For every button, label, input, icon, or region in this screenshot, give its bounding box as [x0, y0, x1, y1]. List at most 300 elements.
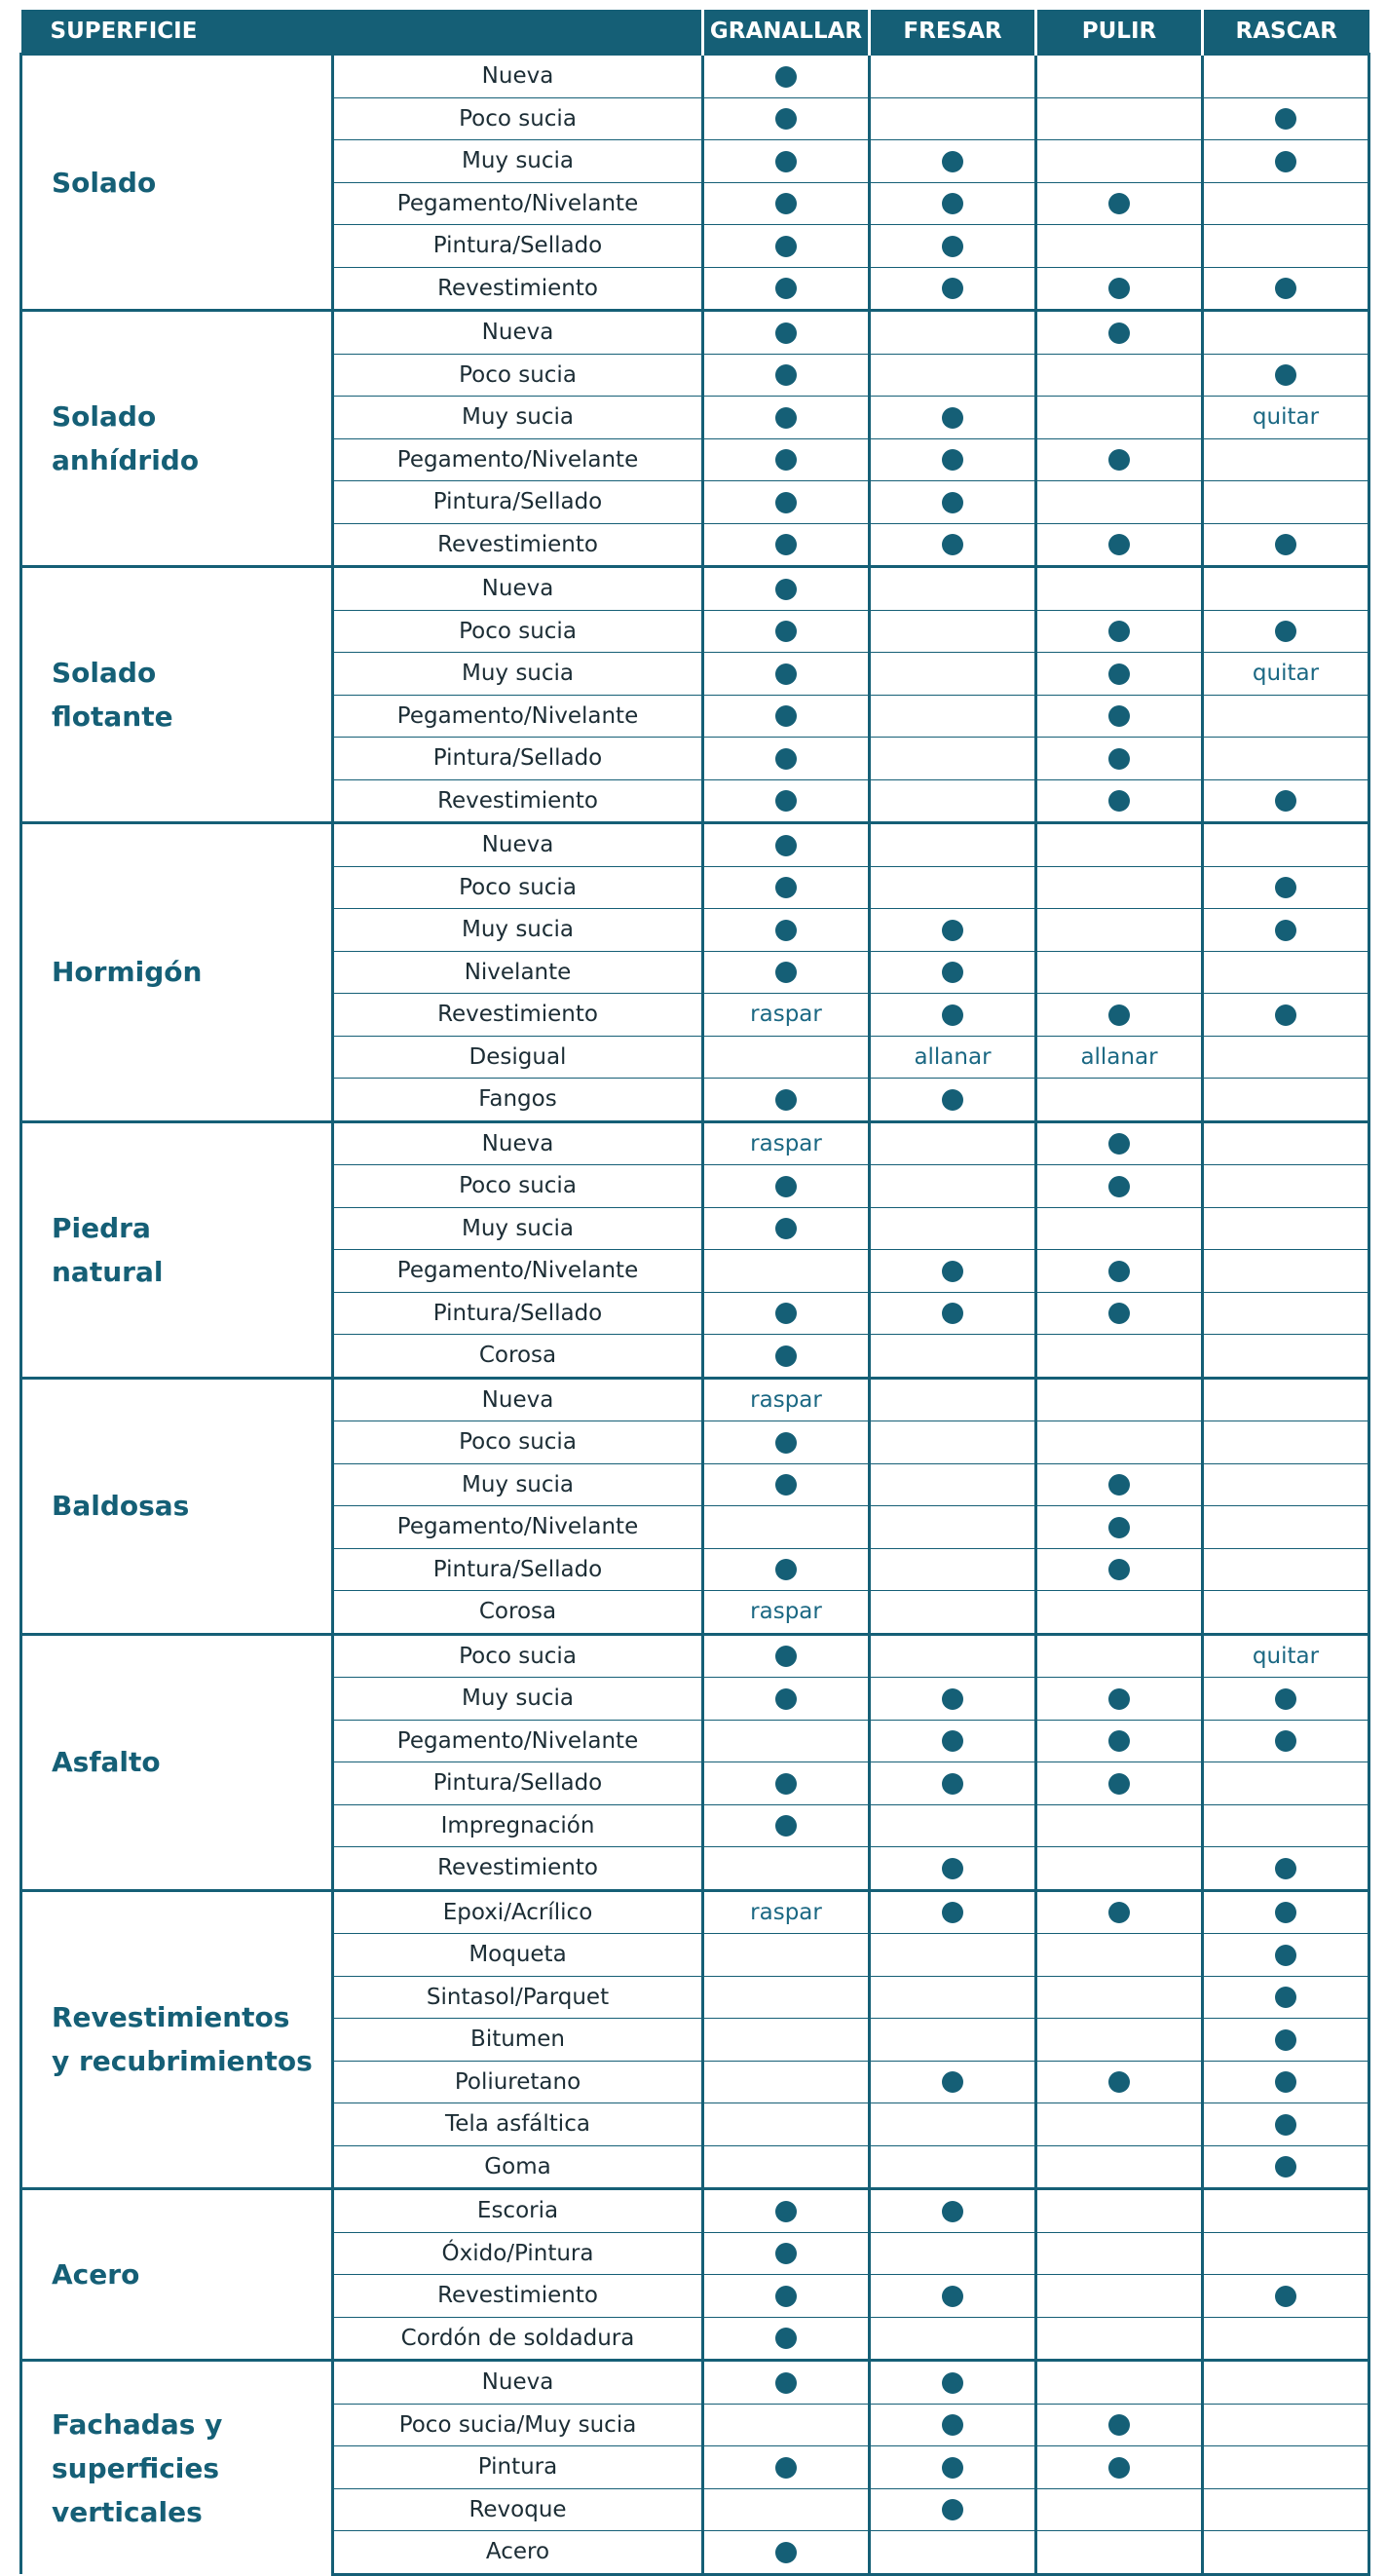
- condition-label: Acero: [333, 2531, 703, 2575]
- method-cell: [870, 267, 1036, 311]
- method-cell: [1203, 567, 1369, 611]
- applicable-dot-icon: [775, 1303, 797, 1324]
- method-cell: [1203, 2189, 1369, 2233]
- header-surface: SUPERFICIE: [21, 10, 333, 55]
- surface-group-label: Solado: [52, 166, 157, 199]
- applicable-dot-icon: [775, 835, 797, 856]
- applicable-dot-icon: [1275, 621, 1296, 642]
- applicable-dot-icon: [775, 1559, 797, 1580]
- method-cell: [703, 311, 870, 355]
- method-cell: [703, 354, 870, 397]
- applicable-dot-icon: [775, 1176, 797, 1197]
- method-cell: [870, 1121, 1036, 1165]
- condition-label: Epoxi/Acrílico: [333, 1890, 703, 1934]
- method-cell: [1203, 1207, 1369, 1250]
- method-cell: [1203, 1934, 1369, 1977]
- method-cell: [703, 2061, 870, 2103]
- condition-label: Pintura: [333, 2446, 703, 2489]
- method-cell: [1036, 909, 1203, 952]
- method-cell: [870, 523, 1036, 567]
- condition-label: Poco sucia: [333, 866, 703, 909]
- applicable-dot-icon: [775, 449, 797, 471]
- condition-label: Poco sucia: [333, 97, 703, 140]
- surface-group-label: Acero: [52, 2258, 140, 2291]
- surface-group-cell: [21, 823, 333, 1122]
- method-cell: [870, 951, 1036, 994]
- method-cell: [870, 738, 1036, 780]
- method-cell: [870, 1634, 1036, 1678]
- method-cell: [870, 1165, 1036, 1208]
- method-cell: [870, 2232, 1036, 2275]
- method-cell: [1203, 1421, 1369, 1464]
- method-cell: [1036, 1121, 1203, 1165]
- applicable-dot-icon: [1108, 1902, 1130, 1923]
- method-cell: [1036, 994, 1203, 1037]
- condition-label: Escoria: [333, 2189, 703, 2233]
- applicable-dot-icon: [775, 534, 797, 555]
- surface-group-label: Revestimientos y recubrimientos: [52, 2001, 313, 2078]
- condition-label: Muy sucia: [333, 1207, 703, 1250]
- applicable-dot-icon: [775, 1432, 797, 1454]
- applicable-dot-icon: [942, 449, 963, 471]
- method-cell: [870, 2488, 1036, 2531]
- applicable-dot-icon: [1108, 1303, 1130, 1324]
- condition-label: Revestimiento: [333, 1847, 703, 1891]
- method-cell: [870, 1463, 1036, 1506]
- method-cell: [870, 1804, 1036, 1847]
- method-cell: [1203, 438, 1369, 481]
- method-cell: [1036, 1890, 1203, 1934]
- method-cell: [1036, 567, 1203, 611]
- condition-label: Poco sucia: [333, 354, 703, 397]
- condition-label: Nueva: [333, 1378, 703, 1421]
- method-cell: [1036, 823, 1203, 867]
- method-cell: [1036, 2019, 1203, 2062]
- method-cell: [1203, 695, 1369, 738]
- method-cell: [1203, 1463, 1369, 1506]
- method-note: quitar: [1252, 404, 1320, 431]
- surface-group-cell: [21, 1378, 333, 1634]
- method-note: quitar: [1252, 1643, 1320, 1669]
- condition-label: Poliuretano: [333, 2061, 703, 2103]
- applicable-dot-icon: [942, 151, 963, 172]
- surface-group-label: Asfalto: [52, 1746, 161, 1778]
- method-cell: [1203, 481, 1369, 524]
- applicable-dot-icon: [775, 621, 797, 642]
- method-cell: [1036, 779, 1203, 823]
- table-row: [21, 55, 1369, 98]
- header-method-fresar: FRESAR: [870, 10, 1036, 55]
- method-cell: [1203, 2488, 1369, 2531]
- method-cell: [870, 779, 1036, 823]
- applicable-dot-icon: [942, 920, 963, 941]
- surface-group-cell: [21, 55, 333, 311]
- method-cell: [703, 1207, 870, 1250]
- condition-label: Revestimiento: [333, 779, 703, 823]
- surface-method-table: [19, 10, 1370, 2576]
- method-cell: [870, 2145, 1036, 2189]
- applicable-dot-icon: [775, 877, 797, 898]
- applicable-dot-icon: [1275, 2029, 1296, 2051]
- surface-group-cell: [21, 567, 333, 823]
- applicable-dot-icon: [775, 579, 797, 600]
- method-cell: [870, 1762, 1036, 1805]
- applicable-dot-icon: [775, 193, 797, 214]
- method-cell: [870, 2275, 1036, 2318]
- condition-label: Cordón de soldadura: [333, 2317, 703, 2361]
- applicable-dot-icon: [1108, 1517, 1130, 1538]
- condition-label: Poco sucia/Muy sucia: [333, 2404, 703, 2446]
- surface-group-label: Solado anhídrido: [52, 400, 200, 476]
- method-cell: [1203, 1762, 1369, 1805]
- applicable-dot-icon: [775, 2542, 797, 2563]
- method-cell: [1203, 2145, 1369, 2189]
- method-cell: [870, 909, 1036, 952]
- condition-label: Pintura/Sellado: [333, 1292, 703, 1335]
- applicable-dot-icon: [775, 1773, 797, 1795]
- applicable-dot-icon: [1108, 790, 1130, 812]
- method-cell: [870, 2446, 1036, 2489]
- method-cell: [703, 2103, 870, 2146]
- condition-label: Nueva: [333, 2361, 703, 2405]
- applicable-dot-icon: [775, 1345, 797, 1367]
- applicable-dot-icon: [942, 2201, 963, 2222]
- method-cell: [870, 1292, 1036, 1335]
- header-method-granallar: GRANALLAR: [703, 10, 870, 55]
- applicable-dot-icon: [942, 1004, 963, 1026]
- method-cell: [1036, 1378, 1203, 1421]
- method-cell: [1203, 1250, 1369, 1293]
- method-cell: [870, 1506, 1036, 1549]
- method-note: raspar: [750, 1386, 822, 1413]
- method-cell: [1203, 1976, 1369, 2019]
- method-cell: [703, 2317, 870, 2361]
- applicable-dot-icon: [1275, 1730, 1296, 1752]
- method-cell: [870, 397, 1036, 439]
- method-cell: [703, 1463, 870, 1506]
- applicable-dot-icon: [775, 322, 797, 344]
- condition-label: Muy sucia: [333, 909, 703, 952]
- surface-group-cell: [21, 1890, 333, 2189]
- method-cell: [1203, 2404, 1369, 2446]
- method-cell: [870, 2361, 1036, 2405]
- method-note: raspar: [750, 1130, 822, 1156]
- method-cell: [1036, 225, 1203, 268]
- applicable-dot-icon: [775, 108, 797, 130]
- method-cell: [703, 1678, 870, 1721]
- method-cell: [703, 2189, 870, 2233]
- method-cell: [870, 610, 1036, 653]
- applicable-dot-icon: [775, 2286, 797, 2307]
- condition-label: Pintura/Sellado: [333, 1548, 703, 1591]
- condition-label: Tela asfáltica: [333, 2103, 703, 2146]
- method-cell: [1036, 1292, 1203, 1335]
- method-cell: [703, 481, 870, 524]
- method-cell: [1036, 1720, 1203, 1762]
- condition-label: Muy sucia: [333, 1463, 703, 1506]
- table-row: [21, 311, 1369, 355]
- applicable-dot-icon: [1108, 2071, 1130, 2093]
- applicable-dot-icon: [942, 534, 963, 555]
- applicable-dot-icon: [942, 1902, 963, 1923]
- method-cell: [1036, 267, 1203, 311]
- method-cell: [703, 1079, 870, 1122]
- method-cell: [1036, 182, 1203, 225]
- applicable-dot-icon: [1275, 2071, 1296, 2093]
- method-cell: [1036, 1976, 1203, 2019]
- applicable-dot-icon: [942, 2372, 963, 2394]
- method-cell: [703, 567, 870, 611]
- applicable-dot-icon: [1275, 1004, 1296, 1026]
- applicable-dot-icon: [1108, 278, 1130, 299]
- applicable-dot-icon: [1108, 534, 1130, 555]
- method-cell: [1203, 267, 1369, 311]
- method-cell: [703, 267, 870, 311]
- condition-label: Óxido/Pintura: [333, 2232, 703, 2275]
- method-cell: [870, 567, 1036, 611]
- condition-label: Fangos: [333, 1079, 703, 1122]
- method-note: raspar: [750, 1002, 822, 1028]
- method-cell: [1203, 1165, 1369, 1208]
- method-cell: [870, 1548, 1036, 1591]
- method-cell: [1203, 2061, 1369, 2103]
- method-cell: [870, 97, 1036, 140]
- method-cell: [703, 438, 870, 481]
- method-cell: [703, 1634, 870, 1678]
- method-cell: [1036, 2145, 1203, 2189]
- table-body: [21, 55, 1369, 2575]
- method-cell: [703, 1335, 870, 1379]
- method-cell: [703, 2446, 870, 2489]
- applicable-dot-icon: [942, 407, 963, 429]
- method-cell: [1036, 1079, 1203, 1122]
- method-cell: [1036, 2061, 1203, 2103]
- method-cell: [1036, 1804, 1203, 1847]
- method-cell: [703, 397, 870, 439]
- method-cell: [1203, 1804, 1369, 1847]
- method-cell: [1203, 1036, 1369, 1079]
- applicable-dot-icon: [775, 1688, 797, 1710]
- method-cell: [1036, 2488, 1203, 2531]
- surface-group-label: Solado flotante: [52, 657, 173, 733]
- applicable-dot-icon: [1275, 534, 1296, 555]
- method-cell: [703, 909, 870, 952]
- table-row: [21, 567, 1369, 611]
- method-cell: [1036, 481, 1203, 524]
- applicable-dot-icon: [1108, 449, 1130, 471]
- method-note: quitar: [1252, 661, 1320, 687]
- applicable-dot-icon: [942, 1261, 963, 1282]
- applicable-dot-icon: [942, 1730, 963, 1752]
- method-cell: [1203, 2317, 1369, 2361]
- condition-label: Impregnación: [333, 1804, 703, 1847]
- applicable-dot-icon: [775, 962, 797, 983]
- method-cell: [1036, 1506, 1203, 1549]
- method-cell: [870, 1250, 1036, 1293]
- applicable-dot-icon: [775, 1815, 797, 1837]
- method-cell: [703, 653, 870, 696]
- method-cell: [870, 1976, 1036, 2019]
- method-cell: [703, 2019, 870, 2062]
- table-header: [21, 10, 1369, 55]
- method-cell: [1036, 1591, 1203, 1635]
- condition-label: Pintura/Sellado: [333, 738, 703, 780]
- condition-label: Revestimiento: [333, 267, 703, 311]
- method-cell: [1203, 1678, 1369, 1721]
- table-row: [21, 1634, 1369, 1678]
- method-cell: [1203, 1079, 1369, 1122]
- applicable-dot-icon: [942, 2071, 963, 2093]
- surface-group-label: Piedra natural: [52, 1211, 164, 1288]
- method-cell: [703, 1036, 870, 1079]
- method-cell: [703, 2145, 870, 2189]
- method-cell: [1036, 2103, 1203, 2146]
- method-cell: [1203, 1121, 1369, 1165]
- condition-label: Sintasol/Parquet: [333, 1976, 703, 2019]
- condition-label: Moqueta: [333, 1934, 703, 1977]
- surface-group-cell: [21, 1121, 333, 1378]
- condition-label: Pegamento/Nivelante: [333, 438, 703, 481]
- method-cell: [870, 481, 1036, 524]
- method-cell: [870, 1847, 1036, 1891]
- applicable-dot-icon: [942, 278, 963, 299]
- condition-label: Poco sucia: [333, 610, 703, 653]
- condition-label: Muy sucia: [333, 653, 703, 696]
- applicable-dot-icon: [1275, 2286, 1296, 2307]
- method-cell: [870, 1421, 1036, 1464]
- method-cell: [870, 695, 1036, 738]
- method-cell: [703, 1890, 870, 1934]
- condition-label: Revestimiento: [333, 994, 703, 1037]
- method-cell: [1203, 866, 1369, 909]
- applicable-dot-icon: [1108, 1688, 1130, 1710]
- condition-label: Desigual: [333, 1036, 703, 1079]
- applicable-dot-icon: [1108, 322, 1130, 344]
- condition-label: Nivelante: [333, 951, 703, 994]
- applicable-dot-icon: [942, 492, 963, 513]
- applicable-dot-icon: [775, 66, 797, 88]
- method-cell: [1203, 1378, 1369, 1421]
- method-cell: [870, 182, 1036, 225]
- applicable-dot-icon: [942, 1089, 963, 1111]
- applicable-dot-icon: [775, 407, 797, 429]
- condition-label: Revestimiento: [333, 523, 703, 567]
- method-cell: [1036, 140, 1203, 183]
- method-cell: [1203, 2232, 1369, 2275]
- applicable-dot-icon: [775, 2328, 797, 2349]
- table-row: [21, 823, 1369, 867]
- method-cell: [703, 2232, 870, 2275]
- method-cell: [1036, 1463, 1203, 1506]
- method-cell: [870, 1036, 1036, 1079]
- condition-label: Nueva: [333, 823, 703, 867]
- applicable-dot-icon: [1108, 193, 1130, 214]
- applicable-dot-icon: [1275, 790, 1296, 812]
- method-cell: [703, 779, 870, 823]
- condition-label: Pegamento/Nivelante: [333, 1250, 703, 1293]
- method-cell: [1203, 311, 1369, 355]
- method-cell: [703, 55, 870, 98]
- applicable-dot-icon: [775, 2243, 797, 2264]
- applicable-dot-icon: [1108, 1176, 1130, 1197]
- condition-label: Pegamento/Nivelante: [333, 1720, 703, 1762]
- method-cell: [703, 225, 870, 268]
- method-cell: [870, 994, 1036, 1037]
- method-cell: [703, 2488, 870, 2531]
- method-cell: [703, 1720, 870, 1762]
- method-cell: [1036, 610, 1203, 653]
- method-cell: [1036, 866, 1203, 909]
- applicable-dot-icon: [775, 2372, 797, 2394]
- applicable-dot-icon: [1275, 1688, 1296, 1710]
- applicable-dot-icon: [1275, 2114, 1296, 2136]
- method-cell: [1036, 1934, 1203, 1977]
- method-cell: [703, 1292, 870, 1335]
- condition-label: Bitumen: [333, 2019, 703, 2062]
- method-cell: [1036, 438, 1203, 481]
- condition-label: Nueva: [333, 567, 703, 611]
- header-method-rascar: RASCAR: [1203, 10, 1369, 55]
- method-cell: [1036, 2275, 1203, 2318]
- surface-group-label: Baldosas: [52, 1490, 190, 1522]
- method-cell: [703, 951, 870, 994]
- method-cell: [870, 1720, 1036, 1762]
- applicable-dot-icon: [1275, 151, 1296, 172]
- method-cell: [870, 1890, 1036, 1934]
- condition-label: Corosa: [333, 1591, 703, 1635]
- method-cell: [1036, 1678, 1203, 1721]
- applicable-dot-icon: [775, 151, 797, 172]
- method-cell: [870, 1378, 1036, 1421]
- method-cell: [870, 225, 1036, 268]
- method-cell: [703, 2404, 870, 2446]
- condition-label: Corosa: [333, 1335, 703, 1379]
- condition-label: Pegamento/Nivelante: [333, 1506, 703, 1549]
- method-cell: [703, 1421, 870, 1464]
- method-cell: [870, 140, 1036, 183]
- table-row: [21, 1121, 1369, 1165]
- applicable-dot-icon: [775, 364, 797, 386]
- condition-label: Nueva: [333, 311, 703, 355]
- method-cell: [703, 610, 870, 653]
- applicable-dot-icon: [775, 278, 797, 299]
- method-cell: [1203, 951, 1369, 994]
- surface-method-table-container: [19, 10, 1368, 2576]
- method-cell: [1203, 225, 1369, 268]
- applicable-dot-icon: [1108, 1773, 1130, 1795]
- condition-label: Pegamento/Nivelante: [333, 695, 703, 738]
- condition-label: Revoque: [333, 2488, 703, 2531]
- method-cell: [703, 1121, 870, 1165]
- method-cell: [703, 97, 870, 140]
- method-cell: [1203, 182, 1369, 225]
- method-cell: [703, 2275, 870, 2318]
- method-cell: [870, 866, 1036, 909]
- method-cell: [1036, 523, 1203, 567]
- method-cell: [1203, 653, 1369, 696]
- method-cell: [1036, 653, 1203, 696]
- method-note: allanar: [914, 1043, 992, 1070]
- method-cell: [870, 2404, 1036, 2446]
- applicable-dot-icon: [775, 705, 797, 727]
- condition-label: Pintura/Sellado: [333, 481, 703, 524]
- method-cell: [1036, 1847, 1203, 1891]
- applicable-dot-icon: [775, 920, 797, 941]
- condition-label: Revestimiento: [333, 2275, 703, 2318]
- applicable-dot-icon: [1275, 108, 1296, 130]
- condition-label: Pintura/Sellado: [333, 225, 703, 268]
- method-cell: [870, 55, 1036, 98]
